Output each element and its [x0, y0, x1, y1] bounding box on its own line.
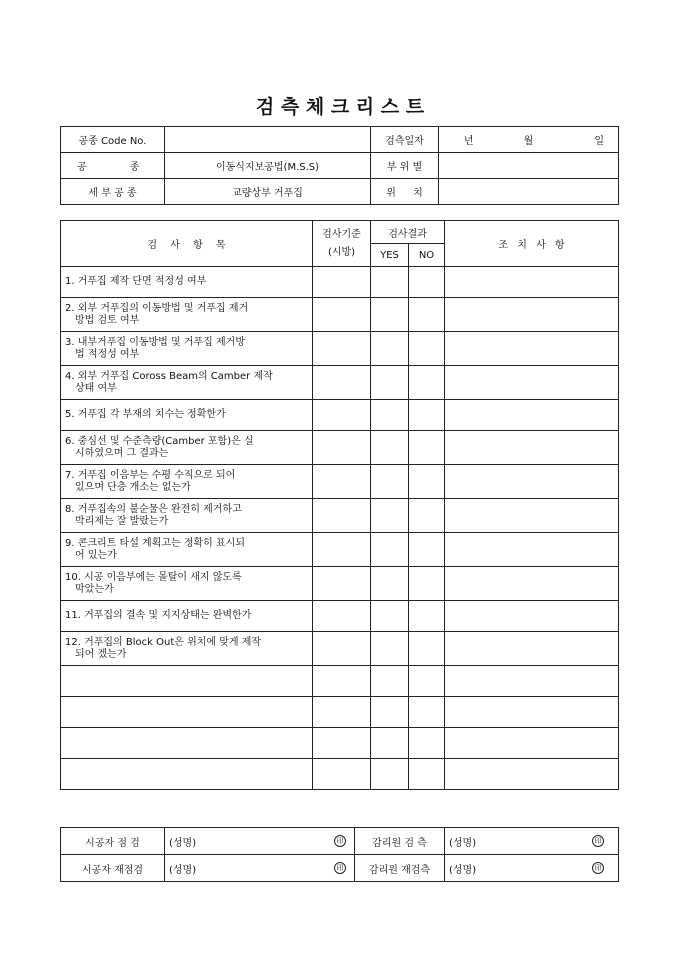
item-text-line1: 10. 시공 이음부에는 몰탈이 새지 않도록: [65, 571, 242, 583]
contractor-inspect-label: 시공자 점 검: [61, 828, 165, 855]
day-label: 일: [594, 136, 604, 147]
contractor-reinspect-signature[interactable]: [165, 855, 313, 882]
item-text-line2: 되어 겠는가: [75, 648, 127, 660]
criteria-cell[interactable]: [313, 465, 371, 499]
detail-work-label: 세 부 공 종: [61, 179, 165, 205]
no-cell[interactable]: [409, 567, 445, 601]
part-label: 부 위 별: [371, 153, 439, 179]
action-cell[interactable]: [445, 728, 619, 759]
criteria-cell[interactable]: [313, 666, 371, 697]
item-cell: [61, 366, 313, 400]
yes-cell[interactable]: [371, 332, 409, 366]
action-cell[interactable]: [445, 533, 619, 567]
name-label: (성명): [169, 837, 197, 849]
action-cell[interactable]: [445, 465, 619, 499]
item-cell: [61, 499, 313, 533]
supervisor-reinspect-signature[interactable]: [445, 855, 619, 882]
name-label: (성명): [449, 837, 477, 849]
no-cell[interactable]: [409, 465, 445, 499]
inspection-date-label: 검측일자: [371, 127, 439, 153]
item-text-line2: 어 있는가: [75, 549, 117, 561]
criteria-cell[interactable]: [313, 697, 371, 728]
item-text-line2: 법 적정성 여부: [75, 348, 140, 360]
criteria-cell[interactable]: [313, 267, 371, 298]
yes-cell[interactable]: [371, 697, 409, 728]
no-cell[interactable]: [409, 431, 445, 465]
item-text-line2: 박리제는 잘 발랐는가: [75, 515, 169, 527]
action-cell[interactable]: [445, 759, 619, 790]
criteria-header: [313, 221, 371, 267]
action-cell[interactable]: [445, 666, 619, 697]
document-title: 검 측 체 크 리 스 트: [255, 96, 425, 118]
table-row: [61, 366, 619, 400]
yes-cell[interactable]: [371, 499, 409, 533]
no-cell[interactable]: [409, 533, 445, 567]
table-row: [61, 499, 619, 533]
seal-icon: 印: [592, 835, 604, 847]
criteria-cell[interactable]: [313, 499, 371, 533]
month-label: 월: [523, 136, 534, 147]
yes-cell[interactable]: [371, 533, 409, 567]
supervisor-inspect-label: 감리원 검 측: [355, 828, 445, 855]
no-cell[interactable]: [409, 601, 445, 632]
no-cell[interactable]: [409, 632, 445, 666]
item-text-line1: 11. 거푸집의 결속 및 지지상태는 완벽한가: [65, 610, 252, 621]
table-row: [61, 298, 619, 332]
item-text-line2: 상태 여부: [75, 382, 117, 394]
name-label: (성명): [169, 864, 197, 876]
yes-cell[interactable]: [371, 759, 409, 790]
action-cell[interactable]: [445, 499, 619, 533]
yes-cell[interactable]: [371, 632, 409, 666]
no-header: NO: [409, 244, 445, 267]
part-field[interactable]: [439, 153, 619, 179]
year-label: 년: [463, 136, 474, 147]
blank-rows: [61, 666, 619, 790]
action-header: 조 치 사 항: [445, 221, 619, 267]
yes-cell[interactable]: [371, 431, 409, 465]
no-cell[interactable]: [409, 400, 445, 431]
no-cell[interactable]: [409, 499, 445, 533]
item-cell: [61, 332, 313, 366]
work-code-field[interactable]: [165, 127, 371, 153]
yes-cell[interactable]: [371, 601, 409, 632]
table-row: [61, 666, 619, 697]
criteria-cell[interactable]: [313, 431, 371, 465]
yes-cell[interactable]: [371, 567, 409, 601]
yes-cell[interactable]: [371, 465, 409, 499]
criteria-cell[interactable]: [313, 632, 371, 666]
checklist-items: [61, 267, 619, 666]
action-cell[interactable]: [445, 431, 619, 465]
table-row: [61, 759, 619, 790]
table-row: [61, 267, 619, 298]
supervisor-inspect-signature[interactable]: [445, 828, 619, 855]
contractor-reinspect-label: 시공자 재점검: [61, 855, 165, 882]
seal-icon: 印: [592, 862, 604, 874]
inspection-checklist-table: [60, 220, 619, 790]
table-row: [61, 332, 619, 366]
item-text-line1: 9. 콘크리트 타설 계획고는 정확히 표시되: [65, 537, 245, 549]
table-row: [61, 632, 619, 666]
item-cell[interactable]: [61, 666, 313, 697]
action-cell[interactable]: [445, 366, 619, 400]
item-cell: [61, 298, 313, 332]
item-cell: [61, 431, 313, 465]
item-text-line1: 5. 거푸집 각 부재의 치수는 정확한가: [65, 409, 226, 420]
work-type-value: 이동식지보공법(M.S.S): [165, 153, 371, 179]
criteria-cell[interactable]: [313, 601, 371, 632]
no-cell[interactable]: [409, 332, 445, 366]
item-text-line2: 방법 검토 여부: [75, 314, 140, 326]
action-cell[interactable]: [445, 267, 619, 298]
result-header: 검사결과: [371, 221, 445, 244]
action-cell[interactable]: [445, 567, 619, 601]
items-header: 검 사 항 목: [61, 221, 313, 267]
yes-cell[interactable]: [371, 400, 409, 431]
yes-header: YES: [371, 244, 409, 267]
date-month-field[interactable]: [499, 127, 559, 153]
criteria-cell[interactable]: [313, 759, 371, 790]
work-code-label: 공종 Code No.: [61, 127, 165, 153]
item-cell: [61, 533, 313, 567]
table-row: [61, 567, 619, 601]
item-cell[interactable]: [61, 728, 313, 759]
criteria-cell[interactable]: [313, 567, 371, 601]
criteria-cell[interactable]: [313, 533, 371, 567]
yes-cell[interactable]: [371, 666, 409, 697]
criteria-header-line2: (시방): [327, 246, 356, 258]
criteria-cell[interactable]: [313, 366, 371, 400]
criteria-cell[interactable]: [313, 400, 371, 431]
item-text-line1: 3. 내부거푸집 이동방법 및 거푸집 제거방: [65, 336, 245, 348]
item-text-line2: 있으며 단층 개소는 없는가: [75, 481, 191, 493]
contractor-inspect-signature[interactable]: [165, 828, 313, 855]
no-cell[interactable]: [409, 759, 445, 790]
item-cell: [61, 601, 313, 632]
item-cell: [61, 567, 313, 601]
contractor-inspect-seal: [313, 828, 355, 855]
signature-table: [60, 827, 619, 882]
header-info-table: [60, 126, 619, 205]
location-field[interactable]: [439, 179, 619, 205]
no-cell[interactable]: [409, 298, 445, 332]
item-cell: [61, 400, 313, 431]
table-row: [61, 533, 619, 567]
table-row: [61, 465, 619, 499]
table-row: [61, 400, 619, 431]
table-row: [61, 431, 619, 465]
no-cell[interactable]: [409, 666, 445, 697]
table-row: [61, 601, 619, 632]
yes-cell[interactable]: [371, 366, 409, 400]
supervisor-reinspect-label: 감리원 재검측: [355, 855, 445, 882]
table-row: [61, 728, 619, 759]
criteria-cell[interactable]: [313, 728, 371, 759]
item-cell[interactable]: [61, 759, 313, 790]
location-label: 위 치: [371, 179, 439, 205]
no-cell[interactable]: [409, 728, 445, 759]
item-text-line1: 1. 거푸집 제작 단면 적정성 여부: [65, 276, 207, 287]
name-label: (성명): [449, 864, 477, 876]
item-cell: [61, 632, 313, 666]
criteria-header-line1: 검사기준: [322, 228, 361, 240]
action-cell[interactable]: [445, 632, 619, 666]
action-cell[interactable]: [445, 298, 619, 332]
contractor-reinspect-seal: [313, 855, 355, 882]
item-text-line1: 8. 거푸집속의 불순물은 완전히 제거하고: [65, 503, 242, 515]
detail-work-value: 교량상부 거푸집: [165, 179, 371, 205]
table-row: [61, 697, 619, 728]
work-type-label: 공 종: [77, 162, 140, 173]
date-year-field[interactable]: [439, 127, 499, 153]
item-cell: [61, 267, 313, 298]
action-cell[interactable]: [445, 400, 619, 431]
no-cell[interactable]: [409, 697, 445, 728]
no-cell[interactable]: [409, 366, 445, 400]
yes-cell[interactable]: [371, 267, 409, 298]
item-text-line2: 막았는가: [75, 583, 114, 595]
item-cell[interactable]: [61, 697, 313, 728]
action-cell[interactable]: [445, 697, 619, 728]
seal-icon: 印: [334, 835, 346, 847]
action-cell[interactable]: [445, 601, 619, 632]
yes-cell[interactable]: [371, 728, 409, 759]
item-text-line1: 7. 거푸집 이음부는 수평 수직으로 되어: [65, 469, 236, 481]
criteria-cell[interactable]: [313, 298, 371, 332]
no-cell[interactable]: [409, 267, 445, 298]
item-text-line1: 6. 중심선 및 수준측량(Camber 포함)은 실: [65, 435, 254, 447]
yes-cell[interactable]: [371, 298, 409, 332]
action-cell[interactable]: [445, 332, 619, 366]
item-cell: [61, 465, 313, 499]
item-text-line1: 2. 외부 거푸집의 이동방법 및 거푸집 제거: [65, 302, 249, 314]
item-text-line2: 시하였으며 그 결과는: [75, 447, 169, 459]
date-day-field[interactable]: [559, 127, 619, 153]
item-text-line1: 4. 외부 거푸집 Coross Beam의 Camber 제작: [65, 370, 273, 382]
criteria-cell[interactable]: [313, 332, 371, 366]
seal-icon: 印: [334, 862, 346, 874]
item-text-line1: 12. 거푸집의 Block Out은 위치에 맞게 제작: [65, 636, 262, 648]
